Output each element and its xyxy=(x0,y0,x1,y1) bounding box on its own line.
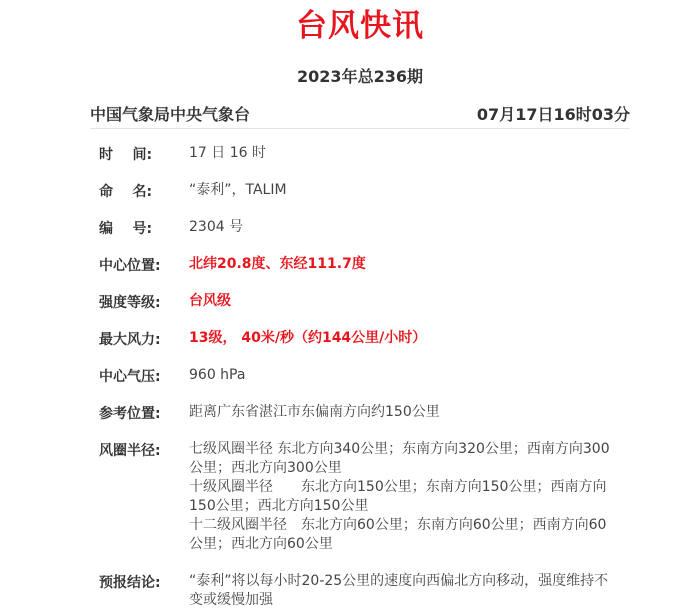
bulletin-title: 台风快讯 xyxy=(296,8,424,44)
field-value: 2304 号 xyxy=(189,219,244,235)
field-value: 北纬20.8度、东经111.7度 xyxy=(189,256,366,272)
field-label: 编 号: xyxy=(99,221,153,237)
field-label: 参考位置: xyxy=(99,406,161,422)
field-value: 960 hPa xyxy=(189,367,246,383)
field-value: 台风级 xyxy=(189,293,231,309)
field-value: 距离广东省湛江市东偏南方向约150公里 xyxy=(189,404,440,420)
agency-name: 中国气象局中央气象台 xyxy=(90,105,251,124)
field-label: 预报结论: xyxy=(99,575,161,591)
field-label: 风圈半径: xyxy=(99,443,161,459)
field-label: 中心气压: xyxy=(99,369,161,385)
field-label: 中心位置: xyxy=(99,258,161,274)
divider xyxy=(90,128,630,129)
wind-radius-10: 十级风圈半径 东北方向150公里；东南方向150公里；西南方向150公里；西北方向150公里 xyxy=(189,479,607,514)
issue-number: 2023年总236期 xyxy=(297,67,423,86)
field-value: “泰利”，TALIM xyxy=(189,182,287,198)
wind-radius-7: 七级风圈半径 东北方向340公里；东南方向320公里；西南方向300公里；西北方向300公里 xyxy=(189,441,610,476)
wind-radius-12: 十二级风圈半径 东北方向60公里；东南方向60公里；西南方向60公里；西北方向60公里 xyxy=(189,517,607,552)
field-value xyxy=(189,440,619,554)
field-value: “泰利”将以每小时20-25公里的速度向西偏北方向移动，强度维持不变或缓慢加强 xyxy=(189,573,609,608)
issue-timestamp: 07月17日16时03分 xyxy=(476,105,630,124)
field-label: 命 名: xyxy=(99,184,153,200)
field-value: 13级， 40米/秒（约144公里/小时） xyxy=(189,330,427,346)
field-label: 最大风力: xyxy=(99,332,161,348)
field-label: 强度等级: xyxy=(99,295,161,311)
header-row xyxy=(90,102,630,126)
field-label: 时 间: xyxy=(99,147,153,163)
field-value: 17 日 16 时 xyxy=(189,145,266,161)
